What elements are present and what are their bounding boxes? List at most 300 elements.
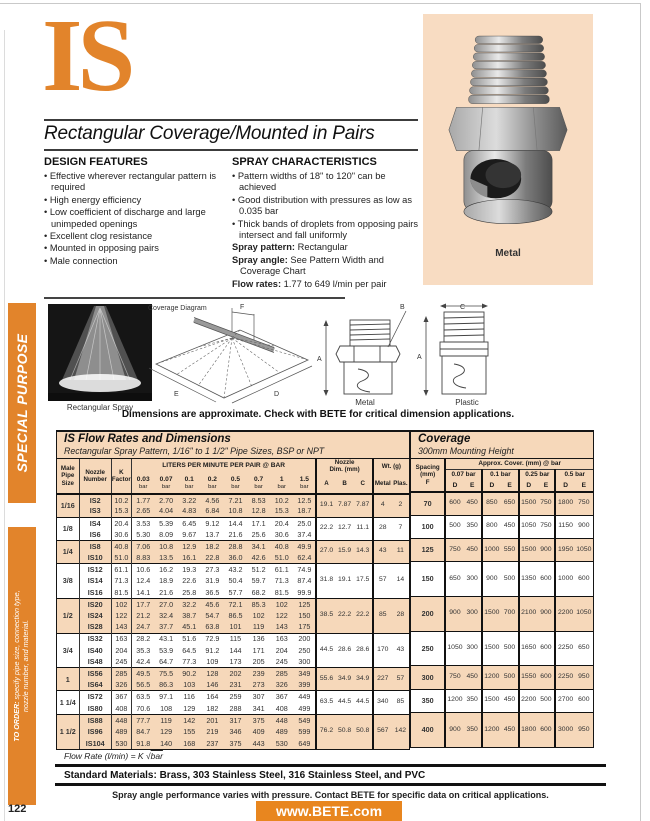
spacing-cell: 300 (411, 666, 445, 689)
metal-photo-panel (423, 14, 593, 285)
coverage-table-panel (410, 430, 594, 748)
nozzle-number-cell: IS16 (79, 587, 111, 599)
standard-materials: Standard Materials: Brass, 303 Stainless Steel, 316 Stainless Steel, and PVC (64, 770, 426, 781)
nozzle-dim-cell: 28.6 (336, 633, 354, 668)
cover-e-cell: 450 (501, 515, 519, 538)
flow-value-cell: 489 (270, 726, 293, 738)
side-tab-to-order (8, 527, 36, 805)
flow-value-cell: 36.0 (224, 552, 247, 564)
flow-value-cell: 171 (252, 645, 265, 655)
header-pressure: 0.1 bar (178, 474, 201, 494)
cover-e-cell: 700 (501, 596, 519, 631)
flow-value-cell: 91.8 (131, 737, 154, 749)
flow-value-cell: 122 (270, 610, 293, 622)
cover-d-cell: 750 (445, 538, 463, 561)
spacing-cell: 70 (411, 492, 445, 515)
nozzle-number-cell: IS14 (79, 575, 111, 587)
flow-value-cell: 1.77 (131, 494, 154, 506)
flow-table-row (57, 517, 409, 529)
flow-value-cell: 129 (155, 726, 178, 738)
flow-value-cell: 43.1 (155, 633, 178, 645)
flow-value-cell: 150 (293, 610, 316, 622)
design-features-heading: DESIGN FEATURES (44, 156, 148, 168)
flow-value-cell: 349 (293, 668, 316, 680)
flow-value-cell: 91.2 (205, 645, 220, 655)
k-factor-cell: 367 (111, 691, 131, 703)
flow-value-cell: 173 (229, 657, 242, 667)
header-weight: Wt. (g) (373, 459, 409, 474)
divider (44, 297, 345, 299)
flow-value-cell: 3.53 (131, 517, 154, 529)
nozzle-number-cell: IS96 (79, 726, 111, 738)
k-factor-cell: 102 (111, 598, 131, 610)
flow-value-cell: 109 (206, 657, 219, 667)
coverage-table-row (411, 515, 593, 538)
flow-value-cell: 19.3 (178, 563, 201, 575)
cover-d-cell: 2200 (555, 596, 574, 631)
flow-value-cell: 9.67 (182, 529, 197, 539)
cover-e-cell: 500 (501, 666, 519, 689)
design-feature-item: • Low coefficient of discharge and large unimpeded openings (44, 207, 228, 230)
weight-metal-cell: 170 (373, 633, 392, 668)
header-pressure: 0.03 bar (131, 474, 154, 494)
nozzle-dim-cell: 12.7 (336, 517, 354, 540)
metal-drawing-caption: Metal (355, 398, 375, 407)
flow-value-cell: 14.1 (136, 587, 151, 597)
flow-value-cell: 35.3 (136, 645, 151, 655)
k-factor-cell: 30.6 (111, 529, 131, 541)
flow-value-cell: 71.3 (274, 576, 289, 586)
nozzle-number-cell: IS4 (79, 517, 111, 529)
flow-value-cell: 449 (293, 691, 316, 703)
cover-e-cell: 600 (537, 562, 555, 597)
spacing-cell: 125 (411, 538, 445, 561)
cover-e-cell: 750 (575, 492, 593, 515)
weight-plastic-cell: 7 (392, 517, 409, 540)
flow-value-cell: 409 (247, 726, 270, 738)
flow-value-cell: 10.2 (270, 494, 293, 506)
nozzle-number-cell: IS88 (79, 714, 111, 726)
nozzle-number-cell: IS20 (79, 598, 111, 610)
cover-e-cell: 500 (501, 631, 519, 666)
flow-value-cell: 146 (201, 679, 224, 691)
flow-value-cell: 68.2 (251, 587, 266, 597)
dim-letter-f: F (240, 304, 245, 311)
flow-value-cell: 2.70 (155, 494, 178, 506)
flow-value-cell: 74.9 (293, 563, 316, 575)
flow-value-cell: 17.1 (247, 517, 270, 529)
flow-value-cell: 129 (183, 703, 196, 713)
cover-d-cell: 1350 (519, 562, 537, 597)
flow-value-cell: 43.2 (224, 563, 247, 575)
cover-d-cell: 1500 (482, 631, 501, 666)
nozzle-dim-cell: 15.9 (336, 540, 354, 563)
flow-value-cell: 81.5 (274, 587, 289, 597)
nozzle-number-cell: IS3 (79, 505, 111, 517)
flow-value-cell: 204 (275, 645, 288, 655)
flow-value-cell: 87.4 (293, 575, 316, 587)
cover-d-cell: 1150 (555, 515, 574, 538)
cover-d-cell: 1800 (555, 492, 574, 515)
cover-e-cell: 600 (537, 712, 555, 747)
k-factor-cell: 448 (111, 714, 131, 726)
nozzle-dim-cell: 22.2 (336, 598, 354, 633)
nozzle-dim-cell: 44.5 (354, 691, 373, 714)
page-edge-left (4, 30, 5, 821)
pipe-size-cell: 1/8 (57, 517, 79, 540)
spray-photo-caption: Rectangular Spray (66, 403, 134, 412)
weight-plastic-cell: 43 (392, 633, 409, 668)
divider (44, 119, 418, 121)
flow-value-cell: 499 (293, 703, 316, 715)
cover-d-cell: 1200 (482, 712, 501, 747)
cover-e-cell: 900 (537, 596, 555, 631)
spray-characteristics-section (232, 156, 420, 290)
nozzle-dim-cell: 28.6 (354, 633, 373, 668)
nozzle-number-cell: IS2 (79, 494, 111, 506)
flow-value-cell: 8.83 (131, 552, 154, 564)
cover-d-cell: 600 (445, 492, 463, 515)
spray-characteristic-item: • Good distribution with pressures as low as 0.035 bar (232, 195, 420, 218)
header-k-factor: K Factor (111, 459, 131, 494)
flow-value-cell: 24.7 (131, 621, 154, 633)
nozzle-dim-cell: 31.8 (316, 563, 335, 598)
cover-e-cell: 450 (464, 538, 482, 561)
header-pressure: 0.7 bar (247, 474, 270, 494)
cover-d-cell: 2700 (555, 689, 574, 712)
header-pressure: 0.5 bar (224, 474, 247, 494)
k-factor-cell: 20.4 (111, 517, 131, 529)
cover-d-cell: 1500 (519, 492, 537, 515)
flow-value-cell: 45.1 (178, 621, 201, 633)
weight-plastic-cell: 57 (392, 668, 409, 691)
flow-value-cell: 16.1 (178, 552, 201, 564)
dimension-note: Dimensions are approximate. Check with BETE for critical dimension applications. (121, 409, 515, 420)
flow-value-cell: 367 (270, 691, 293, 703)
flow-value-cell: 36.5 (205, 587, 220, 597)
flow-value-cell: 27.0 (155, 598, 178, 610)
flow-value-cell: 399 (293, 679, 316, 691)
cover-e-cell: 750 (537, 492, 555, 515)
header-pressure: 0.2 bar (201, 474, 224, 494)
flow-value-cell: 5.39 (155, 517, 178, 529)
flow-value-cell: 64.5 (182, 645, 197, 655)
flow-value-cell: 530 (270, 737, 293, 749)
dim-letter-b: B (400, 304, 405, 311)
footer-note: Spray angle performance varies with pressure. Contact BETE for specific data on critical applications. (112, 790, 549, 800)
cover-d-cell: 1050 (519, 515, 537, 538)
flow-value-cell: 136 (247, 633, 270, 645)
header-pressure: 0.07 bar (155, 474, 178, 494)
nozzle-dim-cell: 44.5 (316, 633, 335, 668)
header-cover-pressure: 0.1 bar (482, 469, 519, 480)
header-pressure: 1.5 bar (293, 474, 316, 494)
header-d: D (555, 480, 574, 492)
flow-value-cell: 20.4 (270, 517, 293, 529)
nozzle-dim-cell: 38.5 (316, 598, 335, 633)
k-factor-cell: 143 (111, 621, 131, 633)
k-factor-cell: 245 (111, 656, 131, 668)
flow-rates-line: Flow rates: 1.77 to 649 l/min per pair (232, 278, 387, 289)
design-feature-item: • Effective wherever rectangular pattern is required (44, 171, 228, 194)
header-weight-sub: Metal (373, 474, 392, 494)
design-features-list (44, 171, 228, 267)
flow-value-cell: 3.22 (178, 494, 201, 506)
header-liters-per-minute: LITERS PER MINUTE PER PAIR @ BAR (131, 459, 316, 474)
flow-value-cell: 51.0 (270, 552, 293, 564)
cover-d-cell: 1500 (482, 596, 501, 631)
flow-value-cell: 54.7 (201, 610, 224, 622)
flow-value-cell: 75.5 (155, 668, 178, 680)
cover-e-cell: 300 (464, 631, 482, 666)
dim-letter-c: C (460, 304, 466, 311)
cover-d-cell: 500 (445, 515, 463, 538)
cover-d-cell: 1200 (445, 689, 463, 712)
nozzle-dim-cell: 19.1 (336, 563, 354, 598)
flow-value-cell: 32.4 (155, 610, 178, 622)
flow-value-cell: 53.9 (159, 645, 174, 655)
flow-value-cell: 42.6 (247, 552, 270, 564)
flow-value-cell: 273 (247, 679, 270, 691)
flow-formula: Flow Rate (l/min) = K √bar (64, 751, 163, 761)
flow-table-row (57, 540, 409, 552)
nozzle-dim-cell: 19.1 (316, 494, 335, 517)
pipe-size-cell: 1 1/2 (57, 714, 79, 749)
flow-value-cell: 448 (270, 714, 293, 726)
page-title: Rectangular Coverage/Mounted in Pairs (44, 123, 375, 144)
flow-value-cell: 288 (229, 703, 242, 713)
cover-d-cell: 2200 (519, 689, 537, 712)
cover-e-cell: 900 (537, 538, 555, 561)
flow-value-cell: 42.4 (136, 657, 151, 667)
header-dim-b: B (336, 474, 354, 494)
cover-d-cell: 900 (482, 562, 501, 597)
nozzle-dim-cell: 7.87 (354, 494, 373, 517)
flow-value-cell: 59.7 (251, 576, 266, 586)
header-d: D (445, 480, 463, 492)
flow-value-cell: 49.5 (131, 668, 154, 680)
flow-value-cell: 51.2 (247, 563, 270, 575)
coverage-table-row (411, 712, 593, 747)
flow-value-cell: 17.7 (131, 598, 154, 610)
flow-value-cell: 200 (293, 633, 316, 645)
cover-d-cell: 2250 (555, 631, 574, 666)
flow-table-panel (56, 430, 410, 750)
flow-value-cell: 237 (201, 737, 224, 749)
flow-value-cell: 57.7 (228, 587, 243, 597)
cover-e-cell: 300 (464, 596, 482, 631)
cover-e-cell: 1050 (575, 596, 593, 631)
weight-metal-cell: 85 (373, 598, 392, 633)
flow-table (57, 459, 409, 749)
header-pipe-size: Male Pipe Size (57, 459, 79, 494)
coverage-table-row (411, 538, 593, 561)
cover-d-cell: 1050 (445, 631, 463, 666)
pipe-size-cell: 3/4 (57, 633, 79, 668)
spacing-cell: 200 (411, 596, 445, 631)
nozzle-dim-cell: 14.3 (354, 540, 373, 563)
weight-plastic-cell: 2 (392, 494, 409, 517)
flow-value-cell: 13.5 (155, 552, 178, 564)
flow-value-cell: 21.6 (228, 529, 243, 539)
flow-value-cell: 125 (293, 598, 316, 610)
nozzle-number-cell: IS72 (79, 691, 111, 703)
flow-value-cell: 72.9 (201, 633, 224, 645)
flow-value-cell: 144 (229, 645, 242, 655)
flow-value-cell: 115 (224, 633, 247, 645)
header-e: E (501, 480, 519, 492)
flow-value-cell: 77.7 (131, 714, 154, 726)
rectangular-spray-photo (48, 304, 152, 401)
flow-value-cell: 8.53 (247, 494, 270, 506)
spacing-cell: 150 (411, 562, 445, 597)
nozzle-dim-cell: 34.9 (354, 668, 373, 691)
nozzle-number-cell: IS56 (79, 668, 111, 680)
cover-e-cell: 950 (575, 712, 593, 747)
divider (55, 783, 606, 786)
flow-value-cell: 22.8 (201, 552, 224, 564)
nozzle-dim-cell: 7.87 (336, 494, 354, 517)
flow-value-cell: 38.7 (178, 610, 201, 622)
k-factor-cell: 163 (111, 633, 131, 645)
header-spacing: Spacing (mm) F (411, 459, 445, 492)
nozzle-number-cell: IS32 (79, 633, 111, 645)
flow-value-cell: 142 (178, 714, 201, 726)
k-factor-cell: 204 (111, 645, 131, 657)
flow-value-cell: 341 (252, 703, 265, 713)
flow-value-cell: 202 (224, 668, 247, 680)
spray-characteristics-list (232, 171, 420, 241)
spray-characteristics-heading: SPRAY CHARACTERISTICS (232, 156, 377, 168)
weight-plastic-cell: 14 (392, 563, 409, 598)
nozzle-number-cell: IS6 (79, 529, 111, 541)
flow-value-cell: 300 (293, 656, 316, 668)
header-approx-cover: Approx. Cover. (mm) @ bar (445, 459, 593, 469)
cover-d-cell: 1000 (555, 562, 574, 597)
flow-value-cell: 5.30 (136, 529, 151, 539)
cover-e-cell: 650 (501, 492, 519, 515)
header-pressure: 1 bar (270, 474, 293, 494)
header-cover-pressure: 0.5 bar (555, 469, 593, 480)
flow-table-subtitle: Rectangular Spray Pattern, 1/16" to 1 1/2" Pipe Sizes, BSP or NPT (64, 446, 325, 456)
pipe-size-cell: 1 1/4 (57, 691, 79, 714)
flow-value-cell: 119 (155, 714, 178, 726)
pipe-size-cell: 1/4 (57, 540, 79, 563)
coverage-diagram-label: Coverage Diagram (148, 305, 207, 312)
flow-value-cell: 155 (178, 726, 201, 738)
flow-value-cell: 12.9 (178, 540, 201, 552)
flow-value-cell: 10.6 (131, 563, 154, 575)
design-features-section (44, 156, 228, 268)
nozzle-dim-cell: 76.2 (316, 714, 335, 749)
cover-d-cell: 900 (445, 596, 463, 631)
flow-value-cell: 4.83 (178, 505, 201, 517)
cover-d-cell: 850 (482, 492, 501, 515)
flow-table-row (57, 563, 409, 575)
flow-value-cell: 37.4 (293, 529, 316, 541)
nozzle-dim-cell: 34.9 (336, 668, 354, 691)
cover-e-cell: 900 (575, 515, 593, 538)
flow-table-row (57, 494, 409, 506)
coverage-table-title: Coverage (418, 433, 471, 445)
flow-value-cell: 64.7 (159, 657, 174, 667)
nozzle-dim-cell: 22.2 (316, 517, 335, 540)
flow-value-cell: 40.8 (270, 540, 293, 552)
flow-value-cell: 231 (224, 679, 247, 691)
cover-e-cell: 600 (537, 666, 555, 689)
flow-value-cell: 51.6 (178, 633, 201, 645)
flow-value-cell: 182 (206, 703, 219, 713)
weight-metal-cell: 227 (373, 668, 392, 691)
weight-plastic-cell: 11 (392, 540, 409, 563)
flow-value-cell: 15.3 (270, 505, 293, 517)
k-factor-cell: 285 (111, 668, 131, 680)
dim-letter-a: A (317, 356, 322, 363)
header-e: E (537, 480, 555, 492)
header-d: D (482, 480, 501, 492)
side-tab-special-purpose (8, 303, 36, 503)
design-feature-item: • Male connection (44, 256, 228, 267)
k-factor-cell: 15.3 (111, 505, 131, 517)
k-factor-cell: 530 (111, 737, 131, 749)
flow-table-row (57, 668, 409, 680)
cover-e-cell: 350 (464, 712, 482, 747)
header-dim-c: C (354, 474, 373, 494)
weight-metal-cell: 28 (373, 517, 392, 540)
nozzle-number-cell: IS24 (79, 610, 111, 622)
spacing-cell: 100 (411, 515, 445, 538)
coverage-table-row (411, 666, 593, 689)
flow-table-title: IS Flow Rates and Dimensions (64, 433, 231, 445)
nozzle-dim-cell: 50.8 (354, 714, 373, 749)
flow-value-cell: 70.6 (136, 703, 151, 713)
pipe-size-cell: 1/16 (57, 494, 79, 517)
flow-value-cell: 16.2 (155, 563, 178, 575)
divider (44, 149, 418, 151)
flow-value-cell: 18.7 (293, 505, 316, 517)
flow-table-row (57, 714, 409, 726)
flow-value-cell: 63.8 (201, 621, 224, 633)
flow-value-cell: 108 (160, 703, 173, 713)
flow-value-cell: 205 (252, 657, 265, 667)
flow-value-cell: 346 (224, 726, 247, 738)
cover-e-cell: 450 (464, 492, 482, 515)
flow-value-cell: 128 (201, 668, 224, 680)
coverage-table-row (411, 631, 593, 666)
pipe-size-cell: 1/2 (57, 598, 79, 633)
cover-d-cell: 1500 (519, 538, 537, 561)
design-feature-item: • Mounted in opposing pairs (44, 243, 228, 254)
flow-value-cell: 61.1 (270, 563, 293, 575)
spray-pattern-line: Spray pattern: Rectangular (232, 242, 348, 253)
plastic-dimension-drawing (414, 298, 506, 402)
header-e: E (464, 480, 482, 492)
spray-characteristic-item: • Pattern widths of 18" to 120" can be achieved (232, 171, 420, 194)
nozzle-number-cell: IS40 (79, 645, 111, 657)
flow-value-cell: 25.6 (251, 529, 266, 539)
cover-e-cell: 600 (575, 562, 593, 597)
flow-value-cell: 12.4 (136, 576, 151, 586)
flow-value-cell: 102 (247, 610, 270, 622)
flow-value-cell: 28.2 (131, 633, 154, 645)
header-cover-pressure: 0.07 bar (445, 469, 481, 480)
flow-value-cell: 259 (224, 691, 247, 703)
weight-plastic-cell: 142 (392, 714, 409, 749)
spray-characteristic-item: • Thick bands of droplets from opposing pairs intersect and fall uniformly (232, 219, 420, 242)
cover-d-cell: 2250 (555, 666, 574, 689)
cover-e-cell: 450 (501, 712, 519, 747)
series-logo: IS (42, 0, 131, 113)
